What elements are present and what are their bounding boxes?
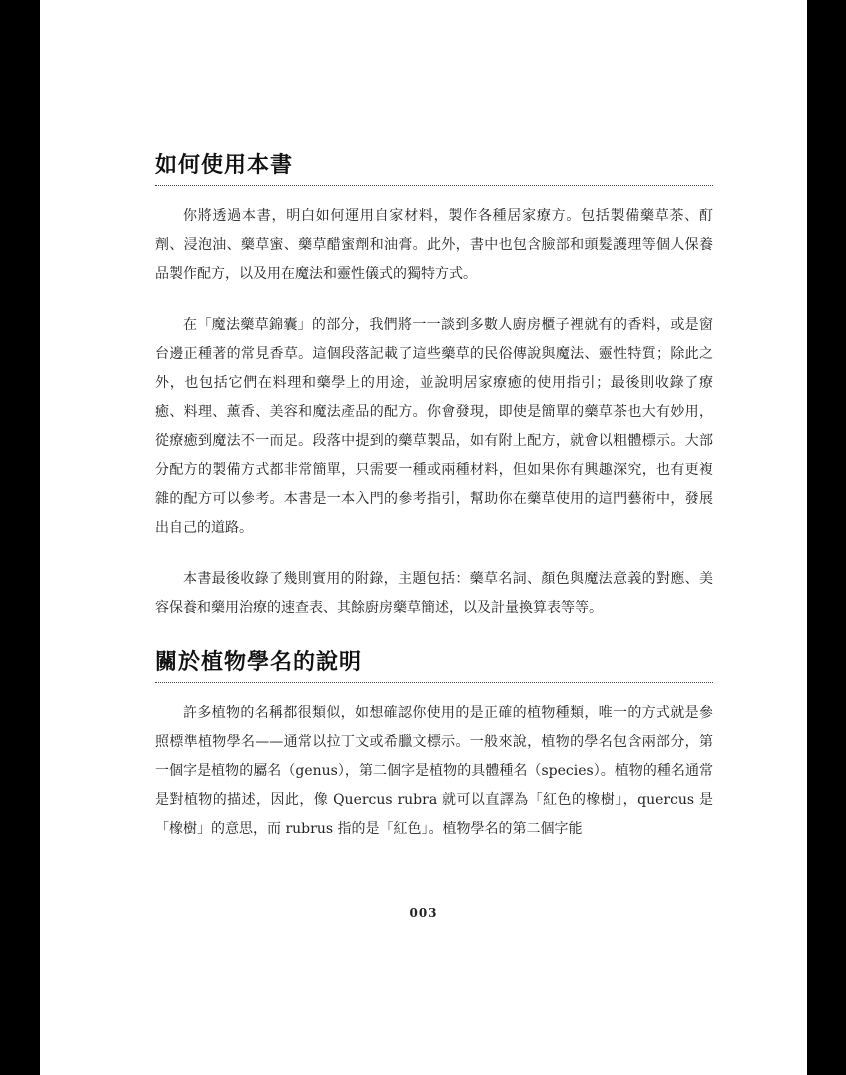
section-botanical-names-body bbox=[155, 699, 713, 844]
paragraph: 許多植物的名稱都很類似，如想確認你使用的是正確的植物種類，唯一的方式就是參照標準植物學名——通常以拉丁文或希臘文標示。一般來說，植物的學名包含兩部分，第一個字是植物的屬名（genus），第二個字是植物的具體種名（species）。植物的種名通常是對植物的描述，因此，像 Quercus rubra 就可以直譯為「紅色的橡樹」，quercus 是「橡樹」的意思，而 rubrus 指的是「紅色」。植物學名的第二個字能 bbox=[155, 705, 713, 837]
paragraph: 本書最後收錄了幾則實用的附錄，主題包括：藥草名詞、顏色與魔法意義的對應、美容保養和藥用治療的速查表、其餘廚房藥草簡述，以及計量換算表等等。 bbox=[155, 571, 713, 616]
book-page bbox=[40, 0, 807, 1075]
paragraph: 在「魔法藥草錦囊」的部分，我們將一一談到多數人廚房櫃子裡就有的香料，或是窗台邊正種著的常見香草。這個段落記載了這些藥草的民俗傳說與魔法、靈性特質；除此之外，也包括它們在料理和藥學上的用途，並說明居家療癒的使用指引；最後則收錄了療癒、料理、薰香、美容和魔法產品的配方。你會發現，即使是簡單的藥草茶也大有妙用，從療癒到魔法不一而足。段落中提到的藥草製品，如有附上配方，就會以粗體標示。大部分配方的製備方式都非常簡單，只需要一種或兩種材料，但如果你有興趣深究，也有更複雜的配方可以參考。本書是一本入門的參考指引，幫助你在藥草使用的這門藝術中，發展出自己的道路。 bbox=[155, 317, 713, 536]
section-how-to-use-body bbox=[155, 202, 713, 623]
section-how-to-use bbox=[155, 151, 713, 186]
section-heading: 如何使用本書 bbox=[155, 153, 294, 178]
dotted-divider bbox=[155, 185, 713, 186]
paragraph: 你將透過本書，明白如何運用自家材料，製作各種居家療方。包括製備藥草茶、酊劑、浸泡油、藥草蜜、藥草醋蜜劑和油膏。此外，書中也包含臉部和頭髮護理等個人保養品製作配方，以及用在魔法和靈性儀式的獨特方式。 bbox=[155, 208, 713, 282]
section-botanical-names bbox=[155, 648, 713, 683]
page-number: 003 bbox=[409, 906, 438, 920]
dotted-divider bbox=[155, 682, 713, 683]
section-heading: 關於植物學名的說明 bbox=[155, 650, 363, 675]
